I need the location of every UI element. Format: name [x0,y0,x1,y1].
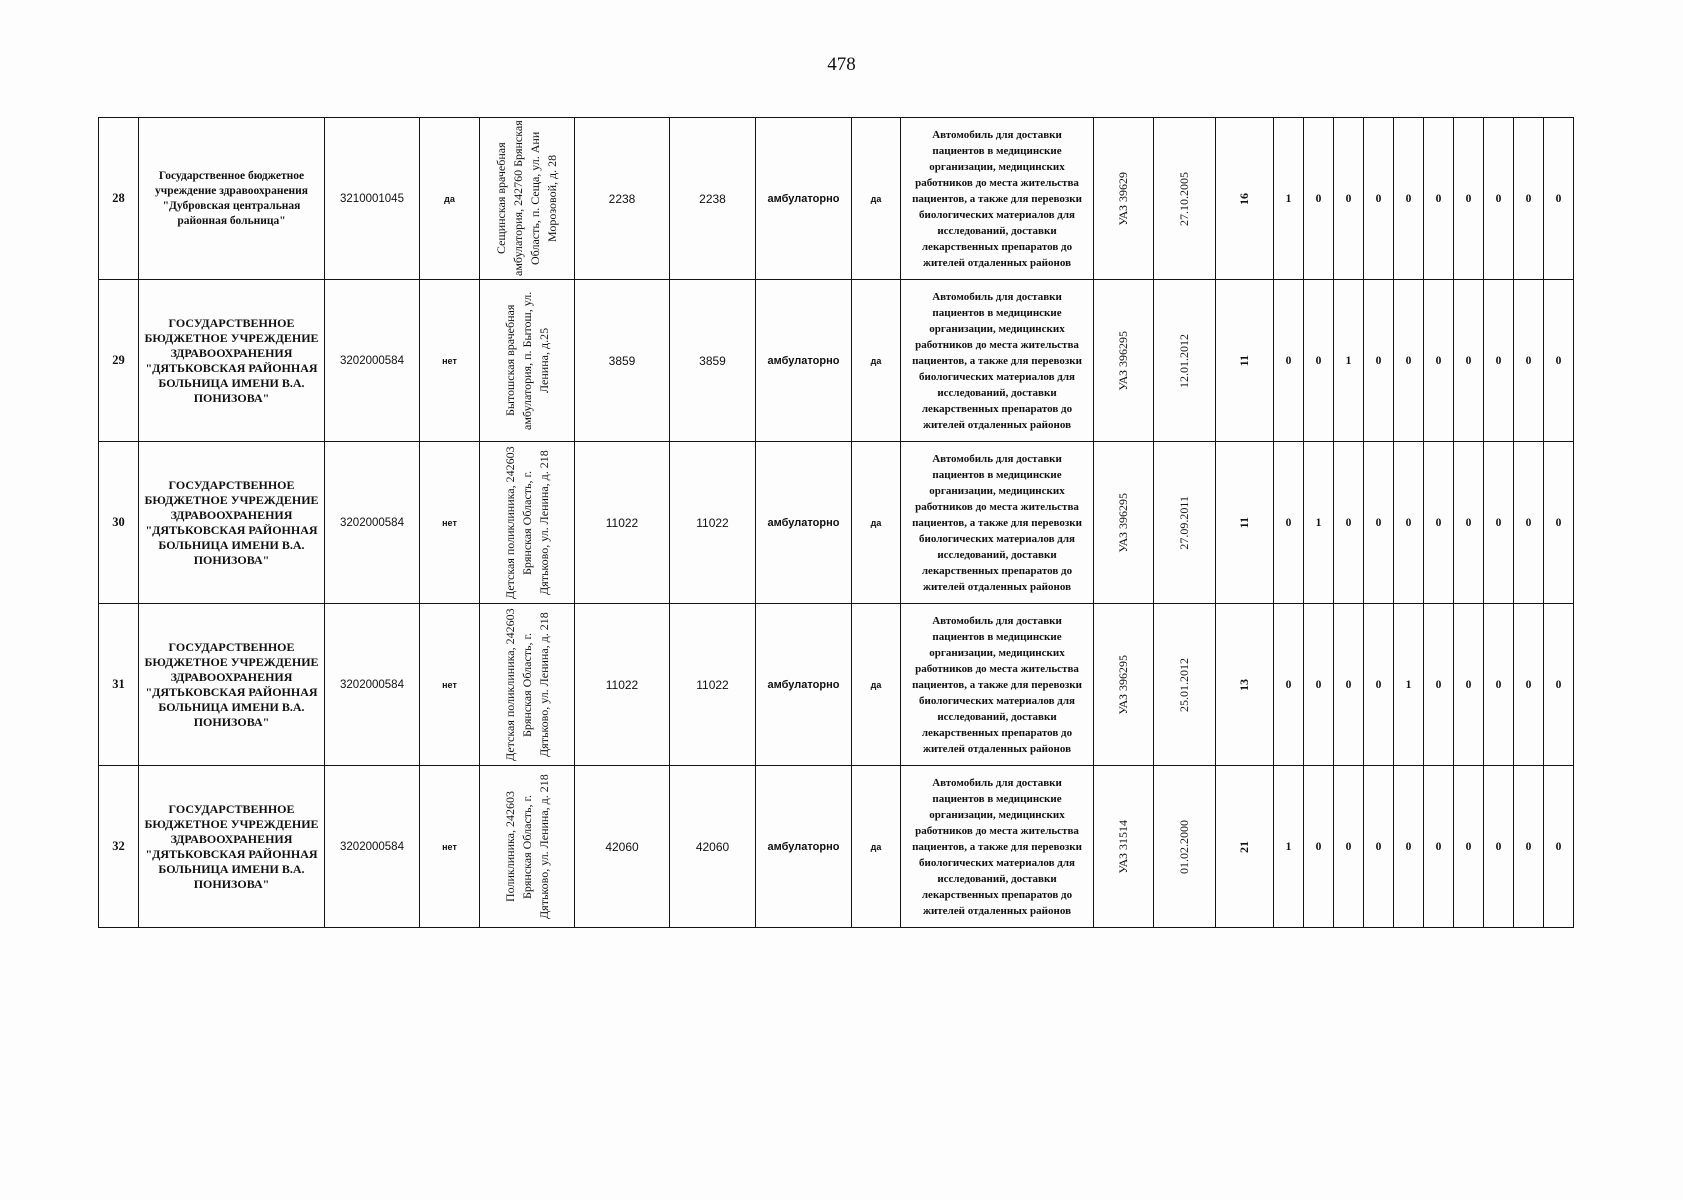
address-wrap [480,444,574,602]
date-wrap [1154,444,1215,602]
mark-value: 0 [1274,442,1304,604]
mark-value: 0 [1274,280,1304,442]
count-wrap [1216,606,1273,764]
yes-no-flag: нет [420,766,480,928]
mark-value: 0 [1544,280,1574,442]
address-cell [480,280,575,442]
mark-value: 0 [1484,442,1514,604]
data-table [98,117,1574,928]
institution-name: ГОСУДАРСТВЕННОЕ БЮДЖЕТНОЕ УЧРЕЖДЕНИЕ ЗДРАВООХРАНЕНИЯ "ДЯТЬКОВСКАЯ РАЙОННАЯ БОЛЬНИЦА ИМЕНИ В.А. ПОНИЗОВА" [139,604,325,766]
mark-value: 0 [1424,766,1454,928]
mark-value: 0 [1364,604,1394,766]
vehicle-model: УАЗ 39629 [1116,171,1130,226]
inn-code: 3210001045 [325,118,420,280]
institution-name: ГОСУДАРСТВЕННОЕ БЮДЖЕТНОЕ УЧРЕЖДЕНИЕ ЗДРАВООХРАНЕНИЯ "ДЯТЬКОВСКАЯ РАЙОННАЯ БОЛЬНИЦА ИМЕНИ В.А. ПОНИЗОВА" [139,442,325,604]
mark-value: 0 [1334,442,1364,604]
row-number: 28 [99,118,139,280]
mark-value: 0 [1454,280,1484,442]
mark-value: 1 [1304,442,1334,604]
count-cell [1216,604,1274,766]
address-cell [480,766,575,928]
mark-value: 0 [1394,118,1424,280]
mark-value: 0 [1304,604,1334,766]
mark-value: 0 [1544,604,1574,766]
inn-code: 3202000584 [325,766,420,928]
value-a: 11022 [575,604,670,766]
mark-value: 0 [1544,118,1574,280]
vehicle-date: 01.02.2000 [1177,819,1191,874]
vehicle-model: УАЗ 396295 [1116,654,1130,715]
row-number: 32 [99,766,139,928]
mark-value: 0 [1274,604,1304,766]
care-type: амбулаторно [756,118,852,280]
mark-value: 0 [1424,604,1454,766]
mark-value: 0 [1334,766,1364,928]
address-cell [480,118,575,280]
model-wrap [1094,768,1153,926]
value-b: 42060 [670,766,756,928]
facility-address: Сещинская врачебная амбулатория, 242760 Брянская Область, п. Сеща, ул. Ани Морозовой, д. 28 [494,120,559,277]
care-type: амбулаторно [756,604,852,766]
model-cell [1094,604,1154,766]
availability-flag: да [852,442,901,604]
count-value: 13 [1237,678,1251,691]
count-value: 11 [1237,516,1251,529]
count-cell [1216,280,1274,442]
inn-code: 3202000584 [325,280,420,442]
count-wrap [1216,120,1273,278]
date-cell [1154,280,1216,442]
vehicle-purpose: Автомобиль для доставки пациентов в медицинские организации, медицинских работников до места жительства пациентов, а также для перевозки биологических материалов для исследований, доставки лекарственных препаратов до жителей отдаленных районов [901,604,1094,766]
mark-value: 0 [1514,118,1544,280]
yes-no-flag: нет [420,604,480,766]
inn-code: 3202000584 [325,442,420,604]
vehicle-model: УАЗ 396295 [1116,492,1130,553]
date-cell [1154,604,1216,766]
count-value: 11 [1237,354,1251,367]
table-row [99,118,1574,280]
table-row [99,604,1574,766]
availability-flag: да [852,604,901,766]
value-a: 3859 [575,280,670,442]
mark-value: 0 [1424,442,1454,604]
date-cell [1154,118,1216,280]
date-cell [1154,766,1216,928]
mark-value: 0 [1304,118,1334,280]
address-wrap [480,768,574,926]
mark-value: 0 [1484,766,1514,928]
count-wrap [1216,282,1273,440]
mark-value: 1 [1274,766,1304,928]
facility-address: Детская поликлиника, 242603 Брянская Область, г. Дятьково, ул. Ленина, д. 218 [502,608,551,761]
table-row [99,442,1574,604]
address-cell [480,604,575,766]
model-cell [1094,118,1154,280]
care-type: амбулаторно [756,280,852,442]
mark-value: 0 [1484,118,1514,280]
table-row [99,280,1574,442]
mark-value: 0 [1514,766,1544,928]
model-cell [1094,280,1154,442]
mark-value: 0 [1454,766,1484,928]
mark-value: 0 [1514,604,1544,766]
mark-value: 0 [1394,442,1424,604]
count-wrap [1216,768,1273,926]
care-type: амбулаторно [756,766,852,928]
vehicle-model: УАЗ 31514 [1116,819,1130,874]
vehicle-purpose: Автомобиль для доставки пациентов в медицинские организации, медицинских работников до места жительства пациентов, а также для перевозки биологических материалов для исследований, доставки лекарственных препаратов до жителей отдаленных районов [901,442,1094,604]
model-wrap [1094,444,1153,602]
mark-value: 0 [1364,442,1394,604]
address-wrap [480,282,574,440]
mark-value: 0 [1544,766,1574,928]
mark-value: 0 [1484,604,1514,766]
date-cell [1154,442,1216,604]
date-wrap [1154,120,1215,278]
yes-no-flag: нет [420,280,480,442]
value-a: 2238 [575,118,670,280]
mark-value: 0 [1454,442,1484,604]
facility-address: Детская поликлиника, 242603 Брянская Область, г. Дятьково, ул. Ленина, д. 218 [502,446,551,599]
institution-name: Государственное бюджетное учреждение здравоохранения "Дубровская центральная районная больница" [139,118,325,280]
value-b: 2238 [670,118,756,280]
institution-name: ГОСУДАРСТВЕННОЕ БЮДЖЕТНОЕ УЧРЕЖДЕНИЕ ЗДРАВООХРАНЕНИЯ "ДЯТЬКОВСКАЯ РАЙОННАЯ БОЛЬНИЦА ИМЕНИ В.А. ПОНИЗОВА" [139,766,325,928]
date-wrap [1154,768,1215,926]
count-cell [1216,118,1274,280]
inn-code: 3202000584 [325,604,420,766]
vehicle-date: 27.09.2011 [1177,495,1191,550]
model-cell [1094,766,1154,928]
mark-value: 0 [1394,766,1424,928]
mark-value: 0 [1364,766,1394,928]
mark-value: 0 [1454,118,1484,280]
address-cell [480,442,575,604]
vehicle-purpose: Автомобиль для доставки пациентов в медицинские организации, медицинских работников до места жительства пациентов, а также для перевозки биологических материалов для исследований, доставки лекарственных препаратов до жителей отдаленных районов [901,118,1094,280]
mark-value: 0 [1424,280,1454,442]
address-wrap [480,606,574,764]
mark-value: 0 [1334,604,1364,766]
mark-value: 0 [1514,442,1544,604]
table-row [99,766,1574,928]
care-type: амбулаторно [756,442,852,604]
row-number: 30 [99,442,139,604]
mark-value: 0 [1304,280,1334,442]
mark-value: 1 [1334,280,1364,442]
vehicle-model: УАЗ 396295 [1116,330,1130,391]
mark-value: 1 [1394,604,1424,766]
model-wrap [1094,120,1153,278]
count-value: 21 [1237,840,1251,853]
mark-value: 0 [1424,118,1454,280]
date-wrap [1154,282,1215,440]
vehicle-date: 12.01.2012 [1177,333,1191,388]
value-a: 11022 [575,442,670,604]
count-cell [1216,442,1274,604]
address-wrap [480,120,574,278]
mark-value: 0 [1544,442,1574,604]
model-cell [1094,442,1154,604]
vehicle-purpose: Автомобиль для доставки пациентов в медицинские организации, медицинских работников до места жительства пациентов, а также для перевозки биологических материалов для исследований, доставки лекарственных препаратов до жителей отдаленных районов [901,766,1094,928]
mark-value: 1 [1274,118,1304,280]
facility-address: Поликлиника, 242603 Брянская Область, г. Дятьково, ул. Ленина, д. 218 [502,774,551,919]
row-number: 29 [99,280,139,442]
yes-no-flag: да [420,118,480,280]
availability-flag: да [852,766,901,928]
mark-value: 0 [1304,766,1334,928]
mark-value: 0 [1334,118,1364,280]
mark-value: 0 [1484,280,1514,442]
availability-flag: да [852,118,901,280]
vehicle-date: 27.10.2005 [1177,171,1191,226]
row-number: 31 [99,604,139,766]
mark-value: 0 [1454,604,1484,766]
vehicle-purpose: Автомобиль для доставки пациентов в медицинские организации, медицинских работников до места жительства пациентов, а также для перевозки биологических материалов для исследований, доставки лекарственных препаратов до жителей отдаленных районов [901,280,1094,442]
value-b: 3859 [670,280,756,442]
institution-name: ГОСУДАРСТВЕННОЕ БЮДЖЕТНОЕ УЧРЕЖДЕНИЕ ЗДРАВООХРАНЕНИЯ "ДЯТЬКОВСКАЯ РАЙОННАЯ БОЛЬНИЦА ИМЕНИ В.А. ПОНИЗОВА" [139,280,325,442]
mark-value: 0 [1364,118,1394,280]
date-wrap [1154,606,1215,764]
model-wrap [1094,606,1153,764]
count-value: 16 [1237,192,1251,205]
count-cell [1216,766,1274,928]
model-wrap [1094,282,1153,440]
facility-address: Бытошская врачебная амбулатория, п. Бытош, ул. Ленина, д.25 [502,291,551,430]
yes-no-flag: нет [420,442,480,604]
availability-flag: да [852,280,901,442]
mark-value: 0 [1394,280,1424,442]
mark-value: 0 [1514,280,1544,442]
vehicle-date: 25.01.2012 [1177,657,1191,712]
mark-value: 0 [1364,280,1394,442]
value-a: 42060 [575,766,670,928]
value-b: 11022 [670,442,756,604]
value-b: 11022 [670,604,756,766]
page-number: 478 [827,54,856,75]
count-wrap [1216,444,1273,602]
